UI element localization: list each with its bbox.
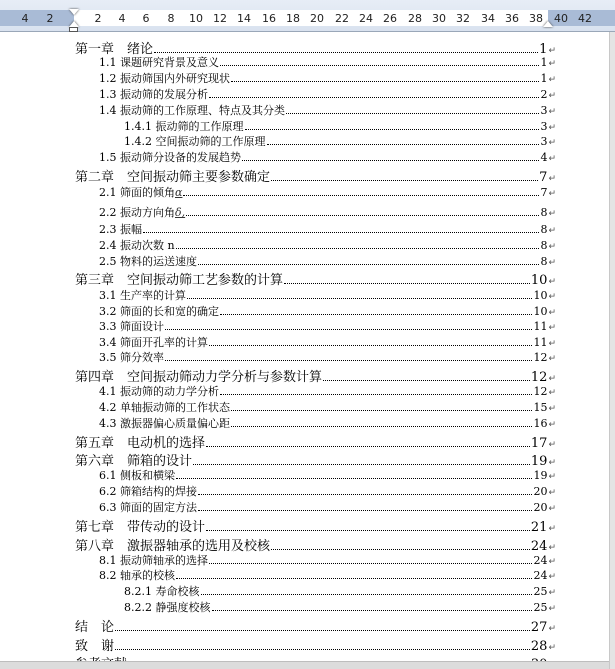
ruler-tick-label: 18 (286, 12, 300, 25)
toc-entry-title: 第七章 带传动的设计 (75, 520, 206, 535)
toc-dot-leader (212, 610, 533, 611)
paragraph-mark-icon: ↵ (548, 643, 556, 653)
toc-entry-title: 3.2 筛面的长和宽的确定 (99, 305, 219, 318)
toc-entry-title: 2.1 筛面的倾角 (99, 186, 175, 199)
toc-entry[interactable] (75, 616, 556, 635)
toc-dot-leader (231, 410, 532, 411)
toc-entry[interactable] (124, 583, 556, 599)
toc-page-number: 7 (539, 170, 548, 185)
toc-entry[interactable] (99, 237, 556, 253)
toc-page-number: 1 (540, 56, 548, 69)
ruler-tick-label: 6 (142, 12, 150, 25)
toc-dot-leader (209, 563, 532, 564)
toc-entry-title: 1.4.2 空间振动筛的工作原理 (124, 135, 266, 148)
toc-page-number: 3 (540, 104, 548, 117)
horizontal-ruler[interactable] (0, 0, 615, 32)
toc-page-number: 4 (540, 151, 548, 164)
toc-page-number: 10 (533, 305, 548, 318)
ruler-tick-label: 4 (118, 12, 126, 25)
ruler-tick-label: 24 (359, 12, 373, 25)
toc-dot-leader (220, 314, 532, 315)
toc-entry[interactable] (99, 483, 556, 499)
toc-dot-leader (209, 345, 532, 346)
toc-entry[interactable] (99, 399, 556, 415)
toc-entry[interactable] (99, 318, 556, 334)
toc-entry-title: 第三章 空间振动筛工艺参数的计算 (75, 273, 284, 288)
paragraph-mark-icon: ↵ (548, 138, 556, 148)
toc-entry[interactable] (99, 149, 556, 165)
toc-entry[interactable] (75, 635, 556, 654)
toc-page-number: 3 (540, 120, 548, 133)
horizontal-scrollbar[interactable] (0, 661, 609, 669)
toc-entry-title: 第一章 绪论 (75, 42, 154, 57)
toc-entry[interactable] (99, 415, 556, 431)
toc-entry-title: 第二章 空间振动筛主要参数确定 (75, 170, 271, 185)
toc-dot-leader (115, 630, 530, 631)
paragraph-mark-icon: ↵ (548, 59, 556, 69)
toc-entry[interactable] (99, 86, 556, 102)
toc-page-number: 17 (530, 436, 548, 451)
toc-entry[interactable] (75, 166, 556, 185)
paragraph-mark-icon: ↵ (548, 258, 556, 268)
paragraph-mark-icon: ↵ (548, 154, 556, 164)
ruler-tick-label: 2 (46, 12, 54, 25)
toc-entry[interactable] (75, 432, 556, 451)
toc-dot-leader (198, 264, 539, 265)
toc-entry-symbol: α (175, 186, 183, 199)
toc-page-number: 11 (533, 336, 548, 349)
ruler-left-margin (0, 10, 74, 26)
toc-dot-leader (271, 180, 538, 181)
toc-dot-leader (284, 283, 530, 284)
toc-entry[interactable] (99, 383, 556, 399)
toc-page-number: 8 (540, 239, 548, 252)
toc-dot-leader (220, 394, 532, 395)
toc-entry[interactable] (99, 287, 556, 303)
toc-dot-leader (231, 426, 532, 427)
paragraph-mark-icon: ↵ (548, 440, 556, 450)
paragraph-mark-icon: ↵ (548, 189, 556, 199)
toc-dot-leader (267, 144, 540, 145)
toc-entry-title: 1.3 振动筛的发展分析 (99, 88, 208, 101)
toc-dot-leader (154, 52, 538, 53)
toc-entry-title: 4.1 振动筛的动力学分析 (99, 385, 219, 398)
paragraph-mark-icon: ↵ (548, 624, 556, 634)
toc-page-number: 19 (530, 454, 548, 469)
ruler-tick-label: 20 (310, 12, 324, 25)
paragraph-mark-icon: ↵ (548, 588, 556, 598)
toc-dot-leader (165, 360, 532, 361)
toc-entry[interactable] (99, 54, 556, 70)
toc-dot-leader (242, 160, 539, 161)
toc-entry-title: 3.3 筛面设计 (99, 320, 164, 333)
toc-entry-title: 1.5 振动筛分设备的发展趋势 (99, 151, 241, 164)
toc-entry-title: 6.1 侧板和横梁 (99, 469, 175, 482)
toc-dot-leader (193, 464, 530, 465)
ruler-tick-label: 26 (383, 12, 397, 25)
paragraph-mark-icon: ↵ (548, 174, 556, 184)
toc-entry[interactable] (99, 467, 556, 483)
toc-page-number: 11 (533, 320, 548, 333)
ruler-tick-label: 22 (335, 12, 349, 25)
first-line-indent-marker[interactable] (69, 9, 79, 15)
ruler-tick-label: 32 (456, 12, 470, 25)
ruler-tick-label: 40 (554, 12, 568, 25)
toc-page-number: 7 (540, 186, 548, 199)
toc-page-number: 10 (530, 273, 548, 288)
toc-entry-title: 4.2 单轴振动筛的工作状态 (99, 401, 230, 414)
toc-page-number: 25 (533, 601, 548, 614)
toc-page-number: 3 (540, 135, 548, 148)
toc-dot-leader (198, 510, 532, 511)
paragraph-mark-icon: ↵ (548, 91, 556, 101)
toc-entry-title: 第四章 空间振动筛动力学分析与参数计算 (75, 370, 323, 385)
toc-entry-title: 1.1 课题研究背景及意义 (99, 56, 219, 69)
toc-dot-leader (220, 65, 539, 66)
toc-page-number: 24 (533, 569, 548, 582)
toc-dot-leader (176, 478, 532, 479)
toc-entry-title: 1.2 振动筛国内外研究现状 (99, 72, 230, 85)
toc-entry[interactable] (99, 349, 556, 365)
paragraph-mark-icon: ↵ (548, 226, 556, 236)
toc-entry[interactable] (99, 303, 556, 319)
toc-page-number: 16 (533, 417, 548, 430)
toc-page-number: 12 (533, 385, 548, 398)
paragraph-mark-icon: ↵ (548, 557, 556, 567)
paragraph-mark-icon: ↵ (548, 46, 556, 56)
paragraph-mark-icon: ↵ (548, 488, 556, 498)
toc-page-number: 1 (539, 42, 548, 57)
toc-entry-title: 第六章 筛箱的设计 (75, 454, 193, 469)
toc-page-number: 25 (533, 585, 548, 598)
toc-page-number: 2 (540, 88, 548, 101)
ruler-tick-label: 28 (408, 12, 422, 25)
toc-page-number: 8 (540, 255, 548, 268)
toc-entry-title: 2.4 振动次数 n (99, 239, 175, 252)
toc-dot-leader (186, 215, 539, 216)
paragraph-mark-icon: ↵ (548, 524, 556, 534)
toc-entry-title: 8.1 振动筛轴承的选择 (99, 554, 208, 567)
toc-entry[interactable] (124, 118, 556, 134)
toc-entry-title: 2.5 物料的运送速度 (99, 255, 197, 268)
toc-dot-leader (143, 232, 539, 233)
toc-entry[interactable] (99, 70, 556, 86)
toc-entry-title: 8.2.2 静强度校核 (124, 601, 211, 614)
toc-page-number: 1 (540, 72, 548, 85)
toc-page-number: 28 (530, 639, 548, 654)
toc-entry-title: 6.3 筛面的固定方法 (99, 501, 197, 514)
paragraph-mark-icon: ↵ (548, 543, 556, 553)
toc-page-number: 8 (540, 223, 548, 236)
toc-entry-title: 3.1 生产率的计算 (99, 289, 186, 302)
toc-entry[interactable] (124, 599, 556, 615)
ruler-tick-label: 14 (237, 12, 251, 25)
paragraph-mark-icon: ↵ (548, 323, 556, 333)
toc-entry[interactable] (99, 184, 556, 200)
paragraph-mark-icon: ↵ (548, 123, 556, 133)
toc-entry[interactable] (75, 269, 556, 288)
toc-entry-title: 1.4 振动筛的工作原理、特点及其分类 (99, 104, 285, 117)
right-indent-marker[interactable] (543, 21, 553, 27)
paragraph-mark-icon: ↵ (548, 107, 556, 117)
toc-page-number: 24 (533, 554, 548, 567)
toc-entry-title: 结 论 (75, 620, 115, 635)
toc-dot-leader (187, 298, 532, 299)
paragraph-mark-icon: ↵ (548, 75, 556, 85)
paragraph-mark-icon: ↵ (548, 572, 556, 582)
toc-page-number: 27 (530, 620, 548, 635)
toc-page-number: 15 (533, 401, 548, 414)
ruler-tick-label: 12 (213, 12, 227, 25)
toc-entry-title: 致 谢 (75, 639, 115, 654)
toc-entry[interactable] (99, 221, 556, 237)
paragraph-mark-icon: ↵ (548, 339, 556, 349)
ruler-tick-label: 4 (21, 12, 29, 25)
toc-dot-leader (183, 195, 539, 196)
ruler-tick-label: 16 (262, 12, 276, 25)
toc-entry-title: 3.4 筛面开孔率的计算 (99, 336, 208, 349)
toc-entry-title: 1.4.1 振动筛的工作原理 (124, 120, 244, 133)
toc-entry[interactable] (99, 334, 556, 350)
toc-page-number: 12 (533, 351, 548, 364)
paragraph-mark-icon: ↵ (548, 458, 556, 468)
toc-entry[interactable] (99, 499, 556, 515)
toc-page-number: 10 (533, 289, 548, 302)
toc-entry-title: 第五章 电动机的选择 (75, 436, 206, 451)
ruler-tick-label: 42 (578, 12, 592, 25)
ruler-tick-label: 38 (529, 12, 543, 25)
toc-entry[interactable] (99, 567, 556, 583)
toc-dot-leader (271, 549, 530, 550)
paragraph-mark-icon: ↵ (548, 472, 556, 482)
toc-entry[interactable] (75, 516, 556, 535)
toc-page-number: 20 (533, 501, 548, 514)
toc-dot-leader (231, 81, 539, 82)
toc-dot-leader (286, 113, 539, 114)
toc-page-number: 8 (540, 206, 548, 219)
ruler-tick-label: 34 (481, 12, 495, 25)
toc-dot-leader (201, 594, 533, 595)
toc-dot-leader (206, 446, 530, 447)
toc-entry-title: 8.2.1 寿命校核 (124, 585, 200, 598)
toc-dot-leader (165, 329, 532, 330)
paragraph-mark-icon: ↵ (548, 604, 556, 614)
toc-dot-leader (115, 649, 530, 650)
paragraph-mark-icon: ↵ (548, 388, 556, 398)
toc-entry-title: 3.5 筛分效率 (99, 351, 164, 364)
paragraph-mark-icon: ↵ (548, 292, 556, 302)
toc-entry[interactable] (99, 102, 556, 118)
toc-dot-leader (176, 248, 540, 249)
ruler-tick-label: 10 (189, 12, 203, 25)
paragraph-mark-icon: ↵ (548, 277, 556, 287)
toc-entry-title: 8.2 轴承的校核 (99, 569, 175, 582)
paragraph-mark-icon: ↵ (548, 242, 556, 252)
paragraph-mark-icon: ↵ (548, 354, 556, 364)
paragraph-mark-icon: ↵ (548, 404, 556, 414)
paragraph-mark-icon: ↵ (548, 374, 556, 384)
toc-dot-leader (206, 530, 530, 531)
ruler-tick-label: 8 (167, 12, 175, 25)
ruler-tick-label: 30 (432, 12, 446, 25)
paragraph-mark-icon: ↵ (548, 209, 556, 219)
toc-dot-leader (176, 578, 532, 579)
toc-entry[interactable] (99, 204, 556, 220)
toc-page-number: 19 (533, 469, 548, 482)
toc-entry-title: 2.3 振幅 (99, 223, 142, 236)
toc-entry-title: 第八章 激振器轴承的选用及校核 (75, 539, 271, 554)
toc-page-number: 20 (533, 485, 548, 498)
toc-entry[interactable] (99, 552, 556, 568)
toc-entry-title: 6.2 筛箱结构的焊接 (99, 485, 197, 498)
document-page[interactable] (0, 32, 609, 669)
toc-page-number: 21 (530, 520, 548, 535)
toc-dot-leader (245, 129, 540, 130)
toc-dot-leader (209, 97, 539, 98)
paragraph-mark-icon: ↵ (548, 308, 556, 318)
toc-page-number: 24 (530, 539, 548, 554)
toc-page-number: 12 (530, 370, 548, 385)
vertical-scrollbar[interactable] (609, 32, 615, 669)
toc-entry[interactable] (99, 253, 556, 269)
ruler-tick-label: 36 (505, 12, 519, 25)
toc-dot-leader (323, 380, 530, 381)
paragraph-mark-icon: ↵ (548, 504, 556, 514)
paragraph-mark-icon: ↵ (548, 420, 556, 430)
toc-entry[interactable] (124, 133, 556, 149)
ruler-tick-label: 2 (94, 12, 102, 25)
toc-dot-leader (198, 494, 532, 495)
toc-entry-title: 2.2 振动方向角 (99, 206, 175, 219)
toc-entry-title: 4.3 激振器偏心质量偏心距 (99, 417, 230, 430)
toc-entry-symbol: δ, (175, 206, 186, 219)
